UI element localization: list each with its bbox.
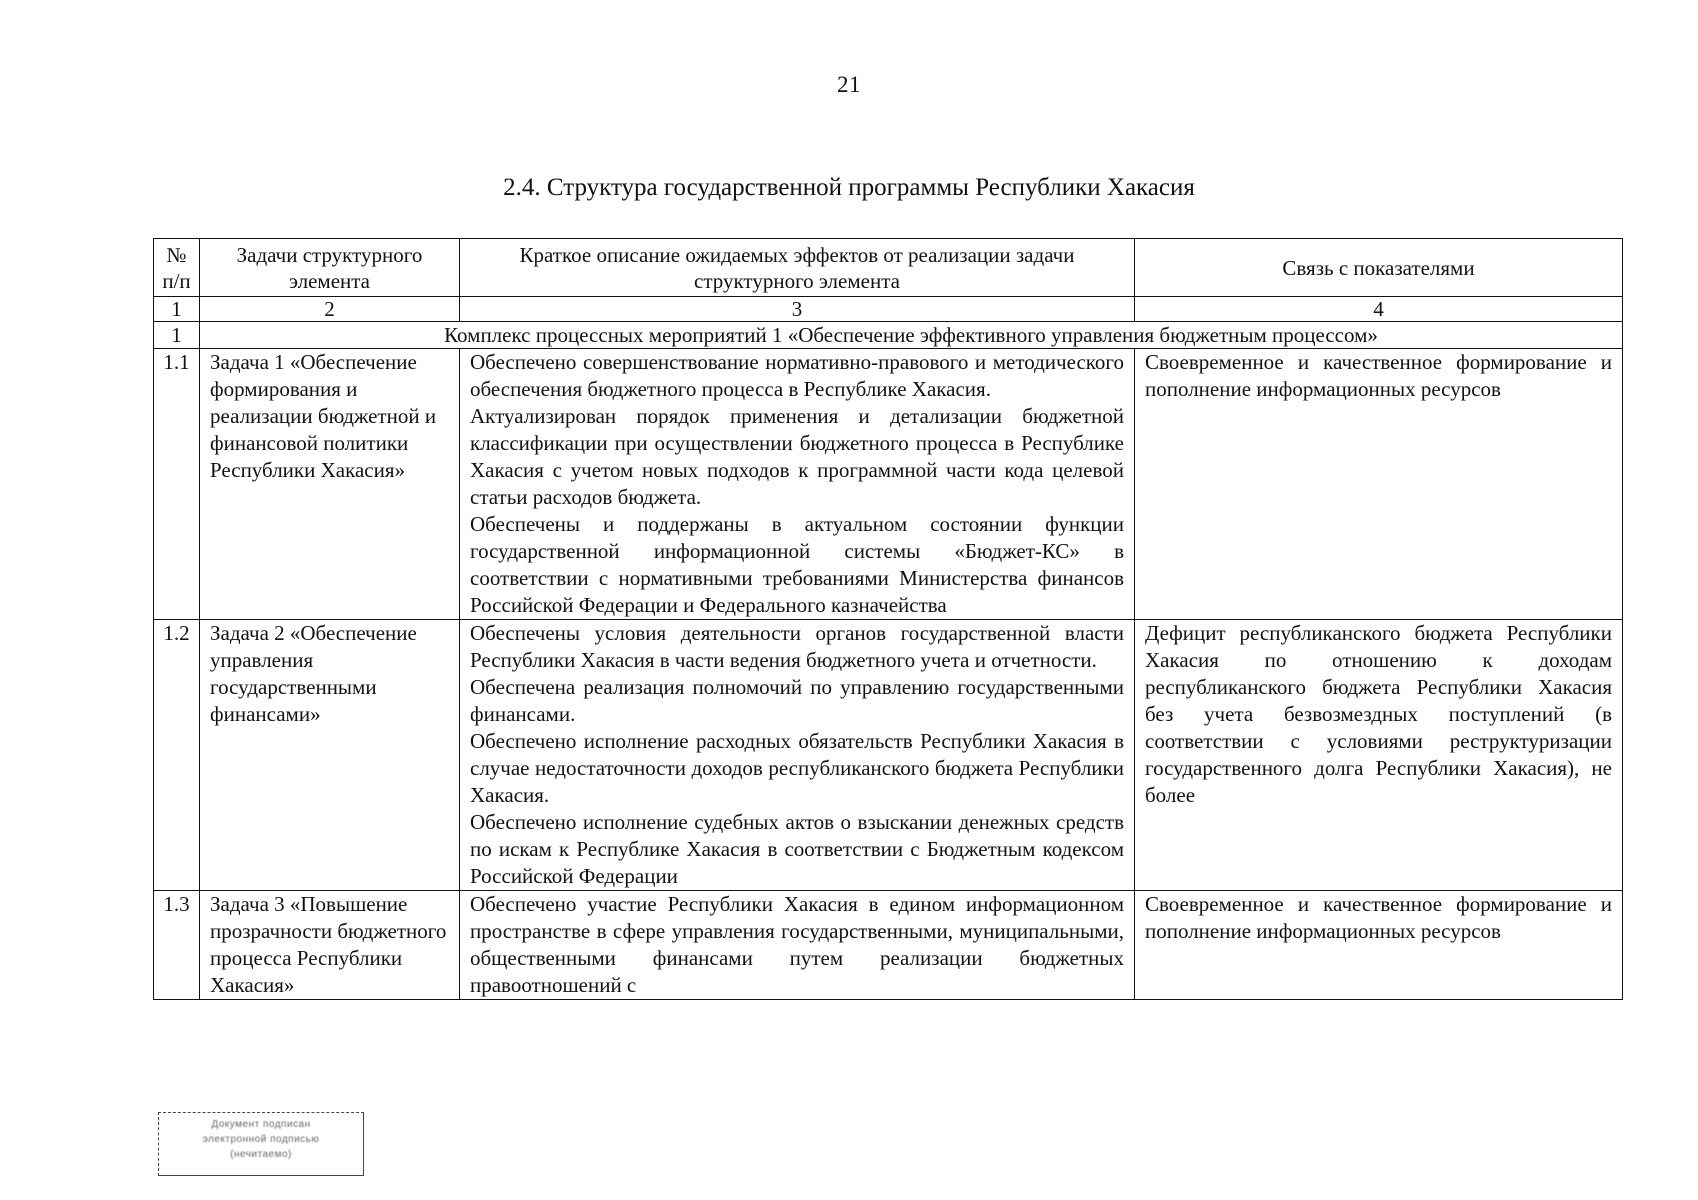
column-number: 2 [200,297,460,322]
column-number: 4 [1135,297,1623,322]
signature-stamp [158,1112,364,1176]
effect-text: Обеспечены и поддержаны в актуальном состоянии функции государственной информационной системы «Бюджет-КС» в соответствии с нормативными требованиями Министерства финансов Российской Федерации и Федерального казначейства [470,512,1124,617]
effects-cell [460,349,1135,620]
task-cell: Задача 1 «Обеспечение формирования и реализации бюджетной и финансовой политики Республики Хакасия» [200,349,460,620]
column-number-row [154,297,1623,322]
effects-cell [460,620,1135,891]
effect-text: Обеспечено исполнение судебных актов о взыскании денежных средств по искам к Республике Хакасия в соответствии с Бюджетным кодексом Российской Федерации [470,810,1124,888]
header-effects: Краткое описание ожидаемых эффектов от реализации задачи структурного элемента [460,239,1135,297]
effects-cell [460,891,1135,1000]
table-row [154,620,1623,891]
page-number: 21 [837,72,861,97]
indicator-cell: Дефицит республиканского бюджета Республики Хакасия по отношению к доходам республиканского бюджета Республики Хакасия без учета безвозмездных поступлений (в соответствии с условиями реструктуризации государственного долга Республики Хакасия), не более [1135,620,1623,891]
complex-num: 1 [154,322,200,349]
stamp-line: (нечитаемо) [230,1149,292,1160]
effect-text: Обеспечено исполнение расходных обязательств Республики Хакасия в случае недостаточности доходов республиканского бюджета Республики Хакасия. [470,729,1124,807]
section-title: 2.4. Структура государственной программы Республики Хакасия [503,174,1195,201]
effect-text: Обеспечены условия деятельности органов государственной власти Республики Хакасия в части ведения бюджетного учета и отчетности. [470,621,1124,672]
complex-title: Комплекс процессных мероприятий 1 «Обеспечение эффективного управления бюджетным процессом» [200,322,1623,349]
effect-text: Обеспечено совершенствование нормативно-правового и методического обеспечения бюджетного процесса в Республике Хакасия. [470,350,1124,401]
task-cell: Задача 3 «Повышение прозрачности бюджетного процесса Республики Хакасия» [200,891,460,1000]
column-number: 1 [154,297,200,322]
complex-row [154,322,1623,349]
table-header-row [154,239,1623,297]
header-tasks: Задачи структурного элемента [200,239,460,297]
program-structure-table [153,238,1623,1000]
header-num: № п/п [154,239,200,297]
task-cell: Задача 2 «Обеспечение управления государственными финансами» [200,620,460,891]
row-num: 1.1 [154,349,200,620]
row-num: 1.2 [154,620,200,891]
row-num: 1.3 [154,891,200,1000]
indicator-cell: Своевременное и качественное формирование и пополнение информационных ресурсов [1135,349,1623,620]
column-number: 3 [460,297,1135,322]
indicator-cell: Своевременное и качественное формирование и пополнение информационных ресурсов [1135,891,1623,1000]
effect-text: Обеспечено участие Республики Хакасия в едином информационном пространстве в сфере управления государственными, муниципальными, общественными финансами путем реализации бюджетных правоотношений с [470,892,1124,997]
table-row [154,891,1623,1000]
header-indicators: Связь с показателями [1135,239,1623,297]
effect-text: Актуализирован порядок применения и детализации бюджетной классификации при осуществлении бюджетного процесса в Республике Хакасия с учетом новых подходов к программной части кода целевой статьи расходов бюджета. [470,404,1124,509]
stamp-line: Документ подписан [211,1119,311,1130]
stamp-line: электронной подписью [202,1134,320,1145]
table-row [154,349,1623,620]
effect-text: Обеспечена реализация полномочий по управлению государственными финансами. [470,675,1124,726]
